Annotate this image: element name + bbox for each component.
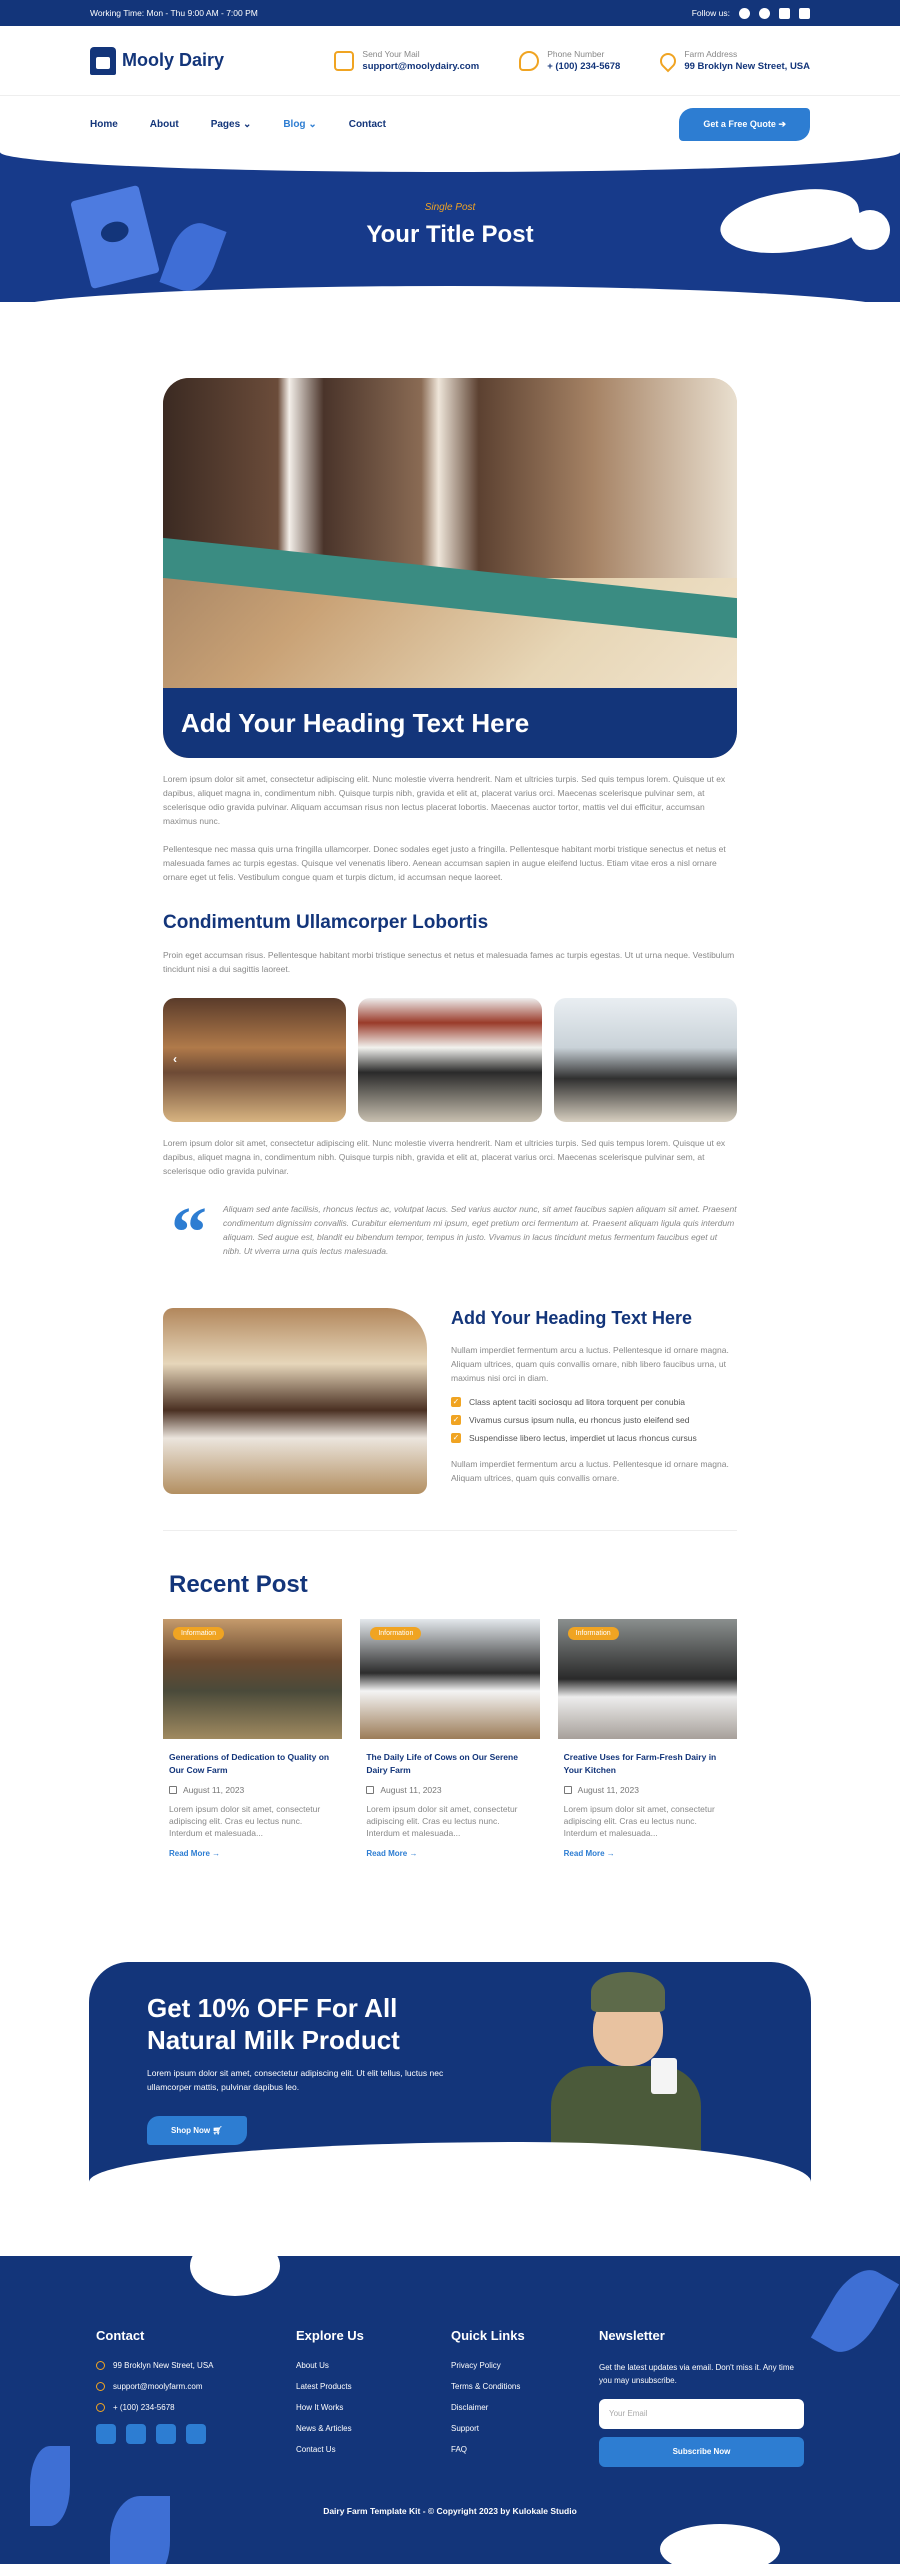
chevron-left-icon[interactable]: ‹ bbox=[173, 1052, 177, 1066]
post-title[interactable]: Generations of Dedication to Quality on Our Cow Farm bbox=[169, 1752, 330, 1775]
header-address bbox=[660, 49, 810, 72]
gallery-image-2[interactable] bbox=[358, 998, 541, 1122]
email-input[interactable]: Your Email bbox=[599, 2399, 804, 2429]
working-time: Working Time: Mon - Thu 9:00 AM - 7:00 PM bbox=[90, 8, 258, 18]
check-item bbox=[451, 1415, 737, 1425]
milk-carton-icon bbox=[90, 47, 116, 75]
footer-mail-text: support@moolyfarm.com bbox=[113, 2382, 203, 2391]
site-footer bbox=[0, 2256, 900, 2564]
recent-post-title: Recent Post bbox=[169, 1571, 308, 1598]
footer-mail[interactable] bbox=[96, 2382, 296, 2391]
promo-banner bbox=[89, 1962, 811, 2182]
post-tag[interactable]: Information bbox=[568, 1627, 619, 1640]
footer-link[interactable]: About Us bbox=[296, 2361, 329, 2370]
site-header bbox=[0, 26, 900, 96]
post-image[interactable] bbox=[163, 1619, 342, 1739]
phone-icon bbox=[519, 51, 539, 71]
facebook-icon[interactable] bbox=[96, 2424, 116, 2444]
phone-value[interactable]: + (100) 234-5678 bbox=[547, 61, 621, 72]
post-date-text: August 11, 2023 bbox=[577, 1785, 639, 1795]
gallery-image-1[interactable] bbox=[163, 998, 346, 1122]
nav-about[interactable]: About bbox=[149, 118, 179, 130]
nav-pages[interactable] bbox=[211, 119, 252, 130]
twitter-icon[interactable] bbox=[126, 2424, 146, 2444]
footer-links-title: Quick Links bbox=[451, 2328, 525, 2343]
banner-wave-bottom bbox=[0, 286, 900, 302]
phone-icon bbox=[96, 2403, 105, 2412]
location-pin-icon bbox=[96, 2361, 105, 2370]
post-date bbox=[163, 1785, 342, 1795]
header-phone bbox=[519, 49, 620, 72]
footer-social bbox=[96, 2424, 296, 2444]
read-more-link[interactable]: Read More → bbox=[169, 1849, 221, 1858]
nav-pages-label: Pages bbox=[210, 118, 241, 130]
address-label: Farm Address bbox=[684, 49, 738, 59]
post-image[interactable] bbox=[558, 1619, 737, 1739]
feature-paragraph-1: Nullam imperdiet fermentum arcu a luctus. Pellentesque id ornare magna. Aliquam ultrices, quam quis convallis ornare, nibh libero faucibus urna, ut maximus nisi orci in diam. bbox=[451, 1345, 729, 1383]
footer-phone[interactable] bbox=[96, 2403, 296, 2412]
beanie bbox=[591, 1972, 665, 2012]
chevron-down-icon: ⌄ bbox=[242, 118, 252, 130]
subscribe-button[interactable]: Subscribe Now bbox=[599, 2437, 804, 2467]
banner-subtitle: Single Post bbox=[424, 202, 476, 213]
post-card[interactable] bbox=[558, 1619, 737, 1858]
mail-icon bbox=[334, 51, 354, 71]
post-excerpt: Lorem ipsum dolor sit amet, consectetur adipiscing elit. Cras eu lectus nunc. Interdum et malesuada... bbox=[563, 1804, 715, 1838]
footer-link[interactable]: Contact Us bbox=[296, 2445, 336, 2454]
cart-icon: 🛒︎ bbox=[212, 2126, 223, 2135]
post-title[interactable]: The Daily Life of Cows on Our Serene Dairy Farm bbox=[366, 1752, 518, 1775]
footer-link[interactable]: FAQ bbox=[451, 2445, 468, 2454]
post-excerpt: Lorem ipsum dolor sit amet, consectetur adipiscing elit. Cras eu lectus nunc. Interdum et malesuada... bbox=[169, 1804, 321, 1838]
nav-menu bbox=[90, 119, 386, 130]
milk-glass bbox=[651, 2058, 677, 2094]
footer-columns bbox=[0, 2256, 900, 2467]
footer-link[interactable]: Terms & Conditions bbox=[451, 2382, 521, 2391]
footer-newsletter bbox=[599, 2328, 804, 2467]
check-icon: ✓ bbox=[452, 1415, 460, 1424]
top-bar bbox=[0, 0, 900, 26]
footer-link[interactable]: Latest Products bbox=[296, 2382, 352, 2391]
check-label: Vivamus cursus ipsum nulla, eu rhoncus justo eleifend sed bbox=[469, 1415, 690, 1425]
post-title[interactable]: Creative Uses for Farm-Fresh Dairy in Your Kitchen bbox=[563, 1752, 717, 1775]
barn-farmer-image bbox=[163, 1308, 427, 1494]
feature-heading: Add Your Heading Text Here bbox=[451, 1308, 693, 1328]
gallery-image-3[interactable] bbox=[554, 998, 737, 1122]
arrow-right-icon: ➔ bbox=[778, 118, 786, 129]
footer-explore-title: Explore Us bbox=[296, 2328, 364, 2343]
recent-posts bbox=[163, 1619, 737, 1858]
footer-link[interactable]: How It Works bbox=[296, 2403, 344, 2412]
linkedin-icon[interactable] bbox=[186, 2424, 206, 2444]
post-tag[interactable]: Information bbox=[173, 1627, 224, 1640]
quote-text: Aliquam sed ante facilisis, rhoncus lectus ac, volutpat lacus. Sed varius auctor nunc, sit amet faucibus sapien aliquam sit amet. Praesent condimentum dignissim convallis. Curabitur elementum mi ipsum, eget pretium orci fermentum at. Praesent aliquam ligula quis interdum aliquam. Sed augue est, blandit eu bibendum tempor, tempus in justo. Vivamus in lacus tincidunt metus fermentum faucibus eget ut nibh. Ut viverra urna quis lectus malesuada. bbox=[223, 1204, 737, 1256]
section-heading: Condimentum Ullamcorper Lobortis bbox=[163, 912, 489, 933]
footer-address bbox=[96, 2361, 296, 2370]
divider bbox=[163, 1530, 737, 1531]
check-item bbox=[451, 1433, 737, 1443]
post-date-text: August 11, 2023 bbox=[183, 1785, 245, 1795]
footer-quick-links bbox=[451, 2328, 599, 2467]
paragraph-2: Pellentesque nec massa quis urna fringilla ullamcorper. Donec sodales eget justo a fringilla. Pellentesque habitant morbi tristique senectus et netus et malesuada fames ac turpis egestas. Quisque vel venenatis libero. Aenean accumsan sapien in augue eleifend luctus. Etiam vitae eros a nisl ornare ornare eget ut felis. Vestibulum congue quam et turpis dictum, id accumsan neque laoreet. bbox=[163, 844, 726, 882]
instagram-icon[interactable] bbox=[156, 2424, 176, 2444]
topbar-social bbox=[692, 8, 810, 19]
quote-icon: “ bbox=[171, 1192, 207, 1272]
header-mail bbox=[334, 49, 479, 72]
logo[interactable] bbox=[90, 47, 224, 75]
footer-link[interactable]: Privacy Policy bbox=[451, 2361, 501, 2370]
shop-label: Shop Now bbox=[171, 2126, 211, 2135]
mail-label: Send Your Mail bbox=[362, 49, 420, 59]
feature-section bbox=[163, 1308, 737, 1494]
address-value: 99 Broklyn New Street, USA bbox=[684, 61, 810, 72]
post-card[interactable] bbox=[360, 1619, 539, 1858]
post-date-text: August 11, 2023 bbox=[380, 1785, 442, 1795]
mail-icon bbox=[96, 2382, 105, 2391]
feature-body bbox=[451, 1308, 737, 1494]
chevron-down-icon: ⌄ bbox=[308, 118, 317, 130]
newsletter-description: Get the latest updates via email. Don't miss it. Any time you may unsubscribe. bbox=[599, 2363, 794, 2385]
twitter-icon[interactable] bbox=[759, 8, 770, 19]
follow-label: Follow us: bbox=[691, 8, 730, 18]
get-quote-button[interactable] bbox=[679, 108, 810, 141]
hero-heading: Add Your Heading Text Here bbox=[163, 688, 737, 758]
phone-label: Phone Number bbox=[547, 49, 605, 59]
check-icon: ✓ bbox=[452, 1397, 460, 1406]
footer-contact bbox=[96, 2328, 296, 2467]
promo-description: Lorem ipsum dolor sit amet, consectetur adipiscing elit. Ut elit tellus, luctus nec ullamcorper mattis, pulvinar dapibus leo. bbox=[147, 2068, 444, 2092]
page-title: Your Title Post bbox=[366, 221, 534, 248]
footer-link[interactable]: Support bbox=[451, 2424, 480, 2433]
check-icon: ✓ bbox=[452, 1433, 460, 1442]
image-gallery bbox=[163, 998, 737, 1122]
shop-now-button[interactable] bbox=[147, 2116, 247, 2145]
nav-blog-label: Blog bbox=[283, 118, 306, 130]
read-more-link[interactable]: Read More → bbox=[366, 1849, 418, 1858]
header-info bbox=[334, 49, 810, 72]
logo-text: Mooly Dairy bbox=[122, 50, 225, 70]
check-item bbox=[451, 1397, 737, 1407]
copyright: Dairy Farm Template Kit - © Copyright 2023 by Kulokale Studio bbox=[323, 2506, 577, 2516]
nav-blog[interactable] bbox=[283, 119, 316, 130]
hero-image bbox=[163, 378, 737, 758]
post-content bbox=[163, 302, 737, 1858]
instagram-icon[interactable] bbox=[779, 8, 790, 19]
footer-explore bbox=[296, 2328, 451, 2467]
post-card[interactable] bbox=[163, 1619, 342, 1858]
feature-paragraph-2: Nullam imperdiet fermentum arcu a luctus. Pellentesque id ornare magna. Aliquam ultrices, quam quis convallis ornare. bbox=[451, 1459, 729, 1483]
check-label: Suspendisse libero lectus, imperdiet ut lacus rhoncus cursus bbox=[469, 1433, 697, 1443]
quote-label: Get a Free Quote bbox=[703, 118, 776, 129]
post-image[interactable] bbox=[360, 1619, 539, 1739]
nav-home[interactable]: Home bbox=[90, 118, 118, 130]
footer-contact-title: Contact bbox=[96, 2328, 145, 2343]
milk-splash bbox=[660, 2524, 780, 2564]
calendar-icon bbox=[366, 1786, 374, 1794]
paragraph-3: Proin eget accumsan risus. Pellentesque habitant morbi tristique senectus et netus et malesuada fames ac turpis egestas. Ut ut urna neque. Vestibulum tincidunt nisi a dui sagittis laoreet. bbox=[163, 950, 735, 974]
check-label: Class aptent taciti sociosqu ad litora torquent per conubia bbox=[469, 1397, 685, 1407]
post-tag[interactable]: Information bbox=[370, 1627, 421, 1640]
paragraph-1: Lorem ipsum dolor sit amet, consectetur adipiscing elit. Nunc molestie viverra hendrerit. Nam et ultricies turpis. Sed quis tempus lorem. Quisque ut ex dapibus, aliquet magna in, condimentum nibh. Quisque turpis nibh, gravida et elit at, placerat varius orci. Maecenas scelerisque pulvinar sem, at scelerisque odio gravida pulvinar. Aliquam accumsan risus non lectus placerat lobortis. Maecenas auctor tortor, mattis vel dui efficitur, accumsan maximus nunc. bbox=[163, 774, 726, 826]
promo-title: Get 10% OFF For All Natural Milk Product bbox=[147, 1993, 400, 2055]
linkedin-icon[interactable] bbox=[799, 8, 810, 19]
post-date bbox=[360, 1785, 539, 1795]
main-nav bbox=[0, 96, 900, 152]
post-excerpt: Lorem ipsum dolor sit amet, consectetur adipiscing elit. Cras eu lectus nunc. Interdum et malesuada... bbox=[366, 1804, 518, 1838]
post-date bbox=[558, 1785, 737, 1795]
footer-phone-text: + (100) 234-5678 bbox=[113, 2403, 175, 2412]
blockquote bbox=[163, 1192, 737, 1272]
nav-contact[interactable]: Contact bbox=[348, 118, 386, 130]
paragraph-4: Lorem ipsum dolor sit amet, consectetur adipiscing elit. Nunc molestie viverra hendrerit. Nam et ultricies turpis. Sed quis tempus lorem. Quisque ut ex dapibus, aliquet magna in, condimentum nibh. Quisque turpis nibh, gravida et elit at, placerat varius orci. Maecenas scelerisque pulvinar sem, at scelerisque odio gravida pulvinar. bbox=[163, 1138, 726, 1176]
page-banner bbox=[0, 152, 900, 302]
footer-link[interactable]: News & Articles bbox=[296, 2424, 352, 2433]
mail-value[interactable]: support@moolydairy.com bbox=[362, 61, 480, 72]
facebook-icon[interactable] bbox=[739, 8, 750, 19]
newsletter-title: Newsletter bbox=[599, 2328, 665, 2343]
calendar-icon bbox=[564, 1786, 572, 1794]
footer-link[interactable]: Disclaimer bbox=[451, 2403, 489, 2412]
footer-address-text: 99 Broklyn New Street, USA bbox=[113, 2361, 214, 2370]
check-list bbox=[451, 1397, 737, 1443]
calendar-icon bbox=[169, 1786, 177, 1794]
location-pin-icon bbox=[657, 49, 680, 72]
read-more-link[interactable]: Read More → bbox=[563, 1849, 615, 1858]
